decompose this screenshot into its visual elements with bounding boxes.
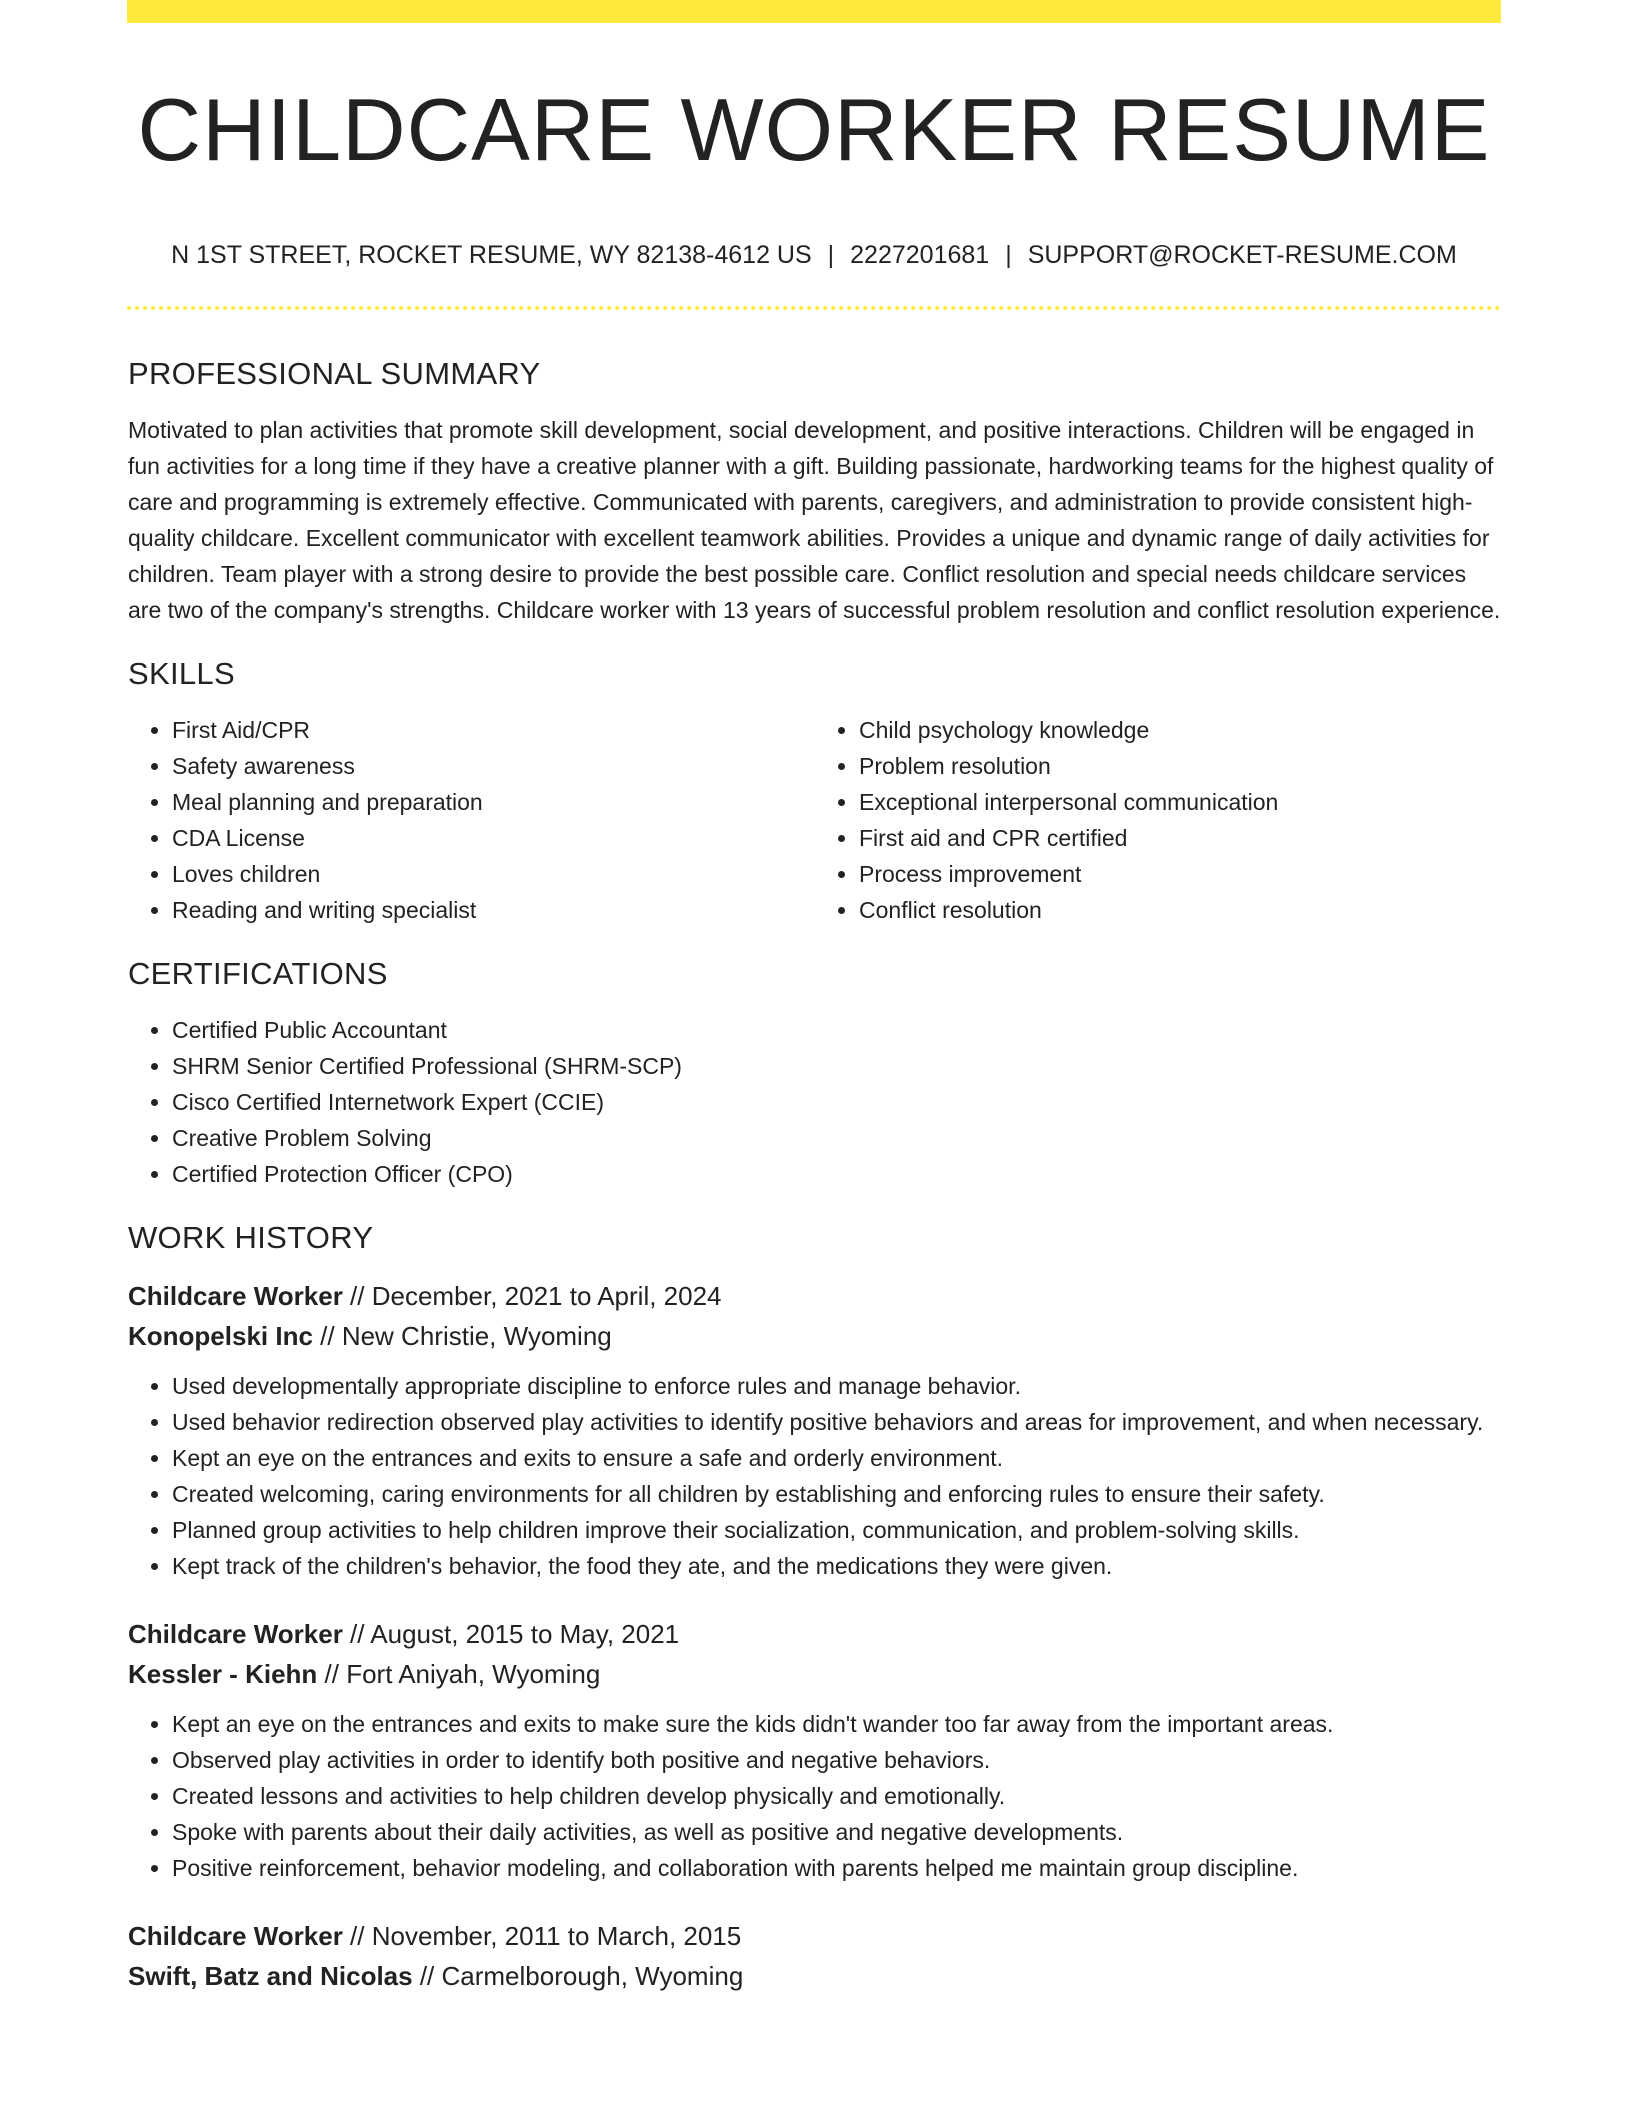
list-item: • Loves children (172, 856, 815, 892)
certifications-section (128, 954, 1502, 1192)
contact-separator: | (827, 241, 835, 269)
job-company-line (128, 1956, 1502, 1996)
list-item: • Exceptional interpersonal communication (859, 784, 1502, 820)
contact-phone: 2227201681 (850, 241, 990, 269)
list-item: • Child psychology knowledge (859, 712, 1502, 748)
jobs-list (128, 1276, 1502, 1996)
list-item: • Reading and writing specialist (172, 892, 815, 928)
summary-text: Motivated to plan activities that promote skill development, social development, and positive interactions. Children will be engaged in fun activities for a long time if they have a creative planner with a gift. Building passionate, hardworking teams for the highest quality of care and programming is extremely effective. Communicated with parents, caregivers, and administration to provide consistent high-quality childcare. Excellent communicator with excellent teamwork abilities. Provides a unique and dynamic range of daily activities for children. Team player with a strong desire to provide the best possible care. Conflict resolution and special needs childcare services are two of the company's strengths. Childcare worker with 13 years of successful problem resolution and conflict resolution experience. (128, 417, 1501, 623)
skills-list-left (128, 712, 815, 928)
list-item: • Planned group activities to help children improve their socialization, communication, and problem-solving skills. (172, 1512, 1502, 1548)
skills-list-right (815, 712, 1502, 928)
list-item: • Kept an eye on the entrances and exits to make sure the kids didn't wander too far away from the important areas. (172, 1706, 1502, 1742)
list-item: • Safety awareness (172, 748, 815, 784)
list-item: • Created lessons and activities to help children develop physically and emotionally. (172, 1778, 1502, 1814)
summary-section (128, 354, 1502, 628)
job-company-line (128, 1654, 1502, 1694)
list-item: • Certified Protection Officer (CPO) (172, 1156, 1502, 1192)
job-dates: // November, 2011 to March, 2015 (342, 1921, 742, 1951)
dotted-divider (127, 306, 1501, 310)
list-item: • Conflict resolution (859, 892, 1502, 928)
list-item: • First aid and CPR certified (859, 820, 1502, 856)
list-item: • Kept an eye on the entrances and exits to ensure a safe and orderly environment. (172, 1440, 1502, 1476)
list-item: • First Aid/CPR (172, 712, 815, 748)
skills-heading: SKILLS (128, 656, 235, 691)
resume-body (128, 354, 1502, 2026)
list-item: • Cisco Certified Internetwork Expert (CCIE) (172, 1084, 1502, 1120)
list-item: • Kept track of the children's behavior, the food they ate, and the medications they were given. (172, 1548, 1502, 1584)
certifications-list (128, 1012, 1502, 1192)
list-item: • Meal planning and preparation (172, 784, 815, 820)
list-item: • Created welcoming, caring environments for all children by establishing and enforcing rules to ensure their safety. (172, 1476, 1502, 1512)
list-item: • CDA License (172, 820, 815, 856)
list-item: • Problem resolution (859, 748, 1502, 784)
list-item: • Used behavior redirection observed play activities to identify positive behaviors and areas for improvement, and when necessary. (172, 1404, 1502, 1440)
work-history-heading: WORK HISTORY (128, 1220, 374, 1255)
job-company: Kessler - Kiehn (128, 1659, 318, 1689)
job-entry (128, 1614, 1502, 1886)
job-entry (128, 1916, 1502, 1996)
skills-columns (128, 712, 1502, 928)
accent-top-bar (127, 0, 1501, 23)
job-dates: // August, 2015 to May, 2021 (342, 1619, 680, 1649)
job-title-line (128, 1916, 1502, 1956)
job-title-line (128, 1614, 1502, 1654)
job-location: // New Christie, Wyoming (312, 1321, 612, 1351)
job-bullets (128, 1368, 1502, 1584)
job-title-line (128, 1276, 1502, 1316)
contact-line (127, 238, 1501, 272)
job-title: Childcare Worker (128, 1281, 343, 1311)
list-item: • SHRM Senior Certified Professional (SHRM-SCP) (172, 1048, 1502, 1084)
list-item: • Used developmentally appropriate discipline to enforce rules and manage behavior. (172, 1368, 1502, 1404)
list-item: • Creative Problem Solving (172, 1120, 1502, 1156)
list-item: • Certified Public Accountant (172, 1012, 1502, 1048)
skills-section (128, 654, 1502, 928)
job-title: Childcare Worker (128, 1921, 343, 1951)
list-item: • Process improvement (859, 856, 1502, 892)
list-item: • Positive reinforcement, behavior modeling, and collaboration with parents helped me maintain group discipline. (172, 1850, 1502, 1886)
contact-email: SUPPORT@ROCKET-RESUME.COM (1027, 241, 1457, 269)
resume-title: CHILDCARE WORKER RESUME (137, 80, 1491, 179)
job-entry (128, 1276, 1502, 1584)
summary-heading: PROFESSIONAL SUMMARY (128, 356, 541, 391)
work-history-section (128, 1218, 1502, 1996)
job-bullets (128, 1706, 1502, 1886)
list-item: • Observed play activities in order to identify both positive and negative behaviors. (172, 1742, 1502, 1778)
job-location: // Carmelborough, Wyoming (412, 1961, 744, 1991)
contact-separator: | (1005, 241, 1012, 269)
job-company: Swift, Batz and Nicolas (128, 1961, 413, 1991)
job-company-line (128, 1316, 1502, 1356)
list-item: • Spoke with parents about their daily activities, as well as positive and negative developments. (172, 1814, 1502, 1850)
certifications-heading: CERTIFICATIONS (128, 956, 388, 991)
job-dates: // December, 2021 to April, 2024 (342, 1281, 722, 1311)
contact-address: N 1ST STREET, ROCKET RESUME, WY 82138-4612 US (171, 241, 812, 269)
job-title: Childcare Worker (128, 1619, 343, 1649)
job-company: Konopelski Inc (128, 1321, 313, 1351)
job-location: // Fort Aniyah, Wyoming (317, 1659, 601, 1689)
